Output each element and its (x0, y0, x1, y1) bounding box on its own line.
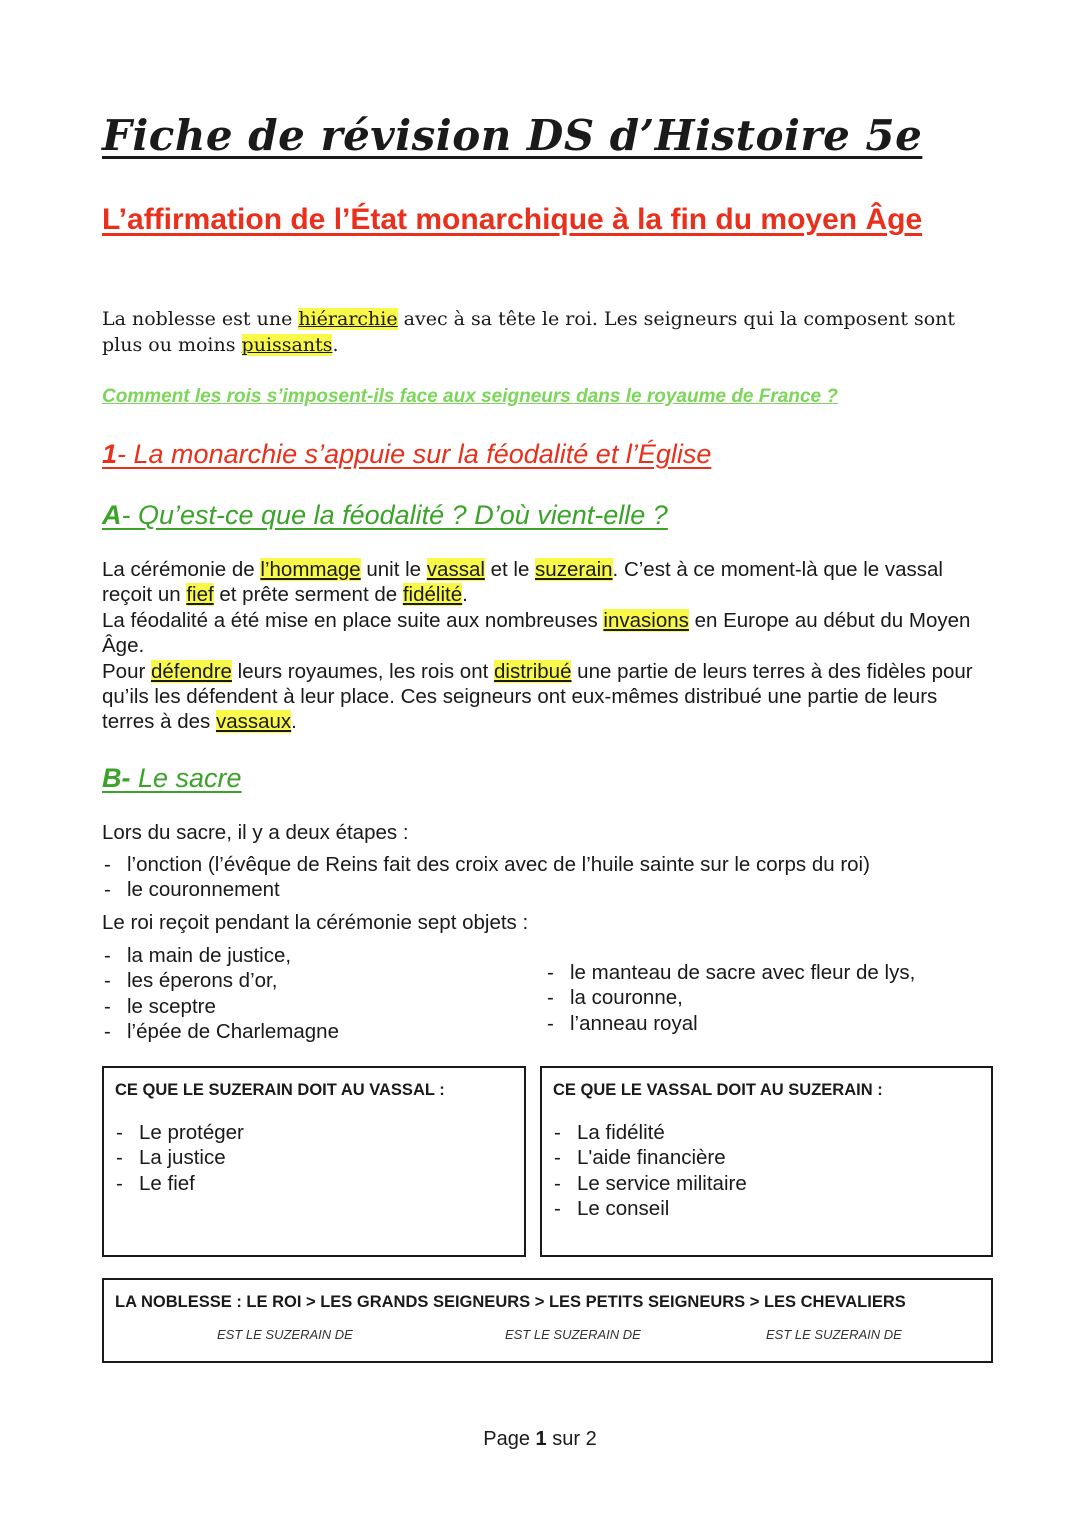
main-heading: L’affirmation de l’État monarchique à la fin du moyen Âge (102, 203, 923, 236)
list-item: - le manteau de sacre avec fleur de lys, (545, 960, 915, 985)
list-item: - La fidélité (552, 1120, 747, 1145)
box-title: CE QUE LE VASSAL DOIT AU SUZERAIN : (553, 1081, 883, 1099)
list-item: - la main de justice, (102, 943, 339, 968)
list-item: - La justice (114, 1145, 244, 1170)
section-1-heading: 1- La monarchie s’appuie sur la féodalité et l’Église (102, 439, 712, 469)
keyword-highlight: l’hommage (260, 558, 361, 581)
list-item: - le sceptre (102, 994, 339, 1019)
keyword-highlight: distribué (493, 659, 572, 683)
keyword-highlight: fidélité (402, 583, 463, 607)
intro-paragraph: La noblesse est une hiérarchie avec à sa tête le roi. Les seigneurs qui la composent sont plus ou moins puissants. (102, 308, 956, 356)
list-item: - la couronne, (545, 985, 915, 1010)
page-number: Page 1 sur 2 (483, 1428, 597, 1450)
list-item: - Le protéger (114, 1120, 244, 1145)
objects-list-right (545, 960, 915, 1036)
keyword-highlight: vassaux (215, 710, 292, 734)
suzerain-note: EST LE SUZERAIN DE (766, 1327, 902, 1342)
suzerain-note: EST LE SUZERAIN DE (217, 1327, 353, 1342)
list-item: - Le conseil (552, 1196, 747, 1221)
noblesse-hierarchy-box (102, 1278, 993, 1363)
list-item: - Le fief (114, 1171, 244, 1196)
section-b-heading: B- Le sacre (102, 763, 242, 793)
objects-list-left (102, 943, 339, 1045)
list-item: - l’épée de Charlemagne (102, 1019, 339, 1044)
vassal-duties-list (552, 1120, 747, 1222)
sacre-steps-list (102, 852, 870, 903)
keyword-highlight: puissants (241, 334, 333, 356)
list-item: - L'aide financière (552, 1145, 747, 1170)
feodalite-paragraph: La cérémonie de l’hommage unit le vassal et le suzerain. C’est à ce moment-là que le vassal reçoit un fief et prête serment de fidélité. La féodalité a été mise en place suite aux nombreuses invasions en Europe au début du Moyen Âge. Pour défendre leurs royaumes, les rois ont distribué une partie de leurs terres à des fidèles pour qu’ils les défendent à leur place. Ces seigneurs ont eux-mêmes distribué une partie de leurs terres à des vassaux. (102, 558, 973, 734)
sacre-intro: Lors du sacre, il y a deux étapes : (102, 821, 409, 844)
list-item: - le couronnement (102, 877, 870, 902)
objects-intro: Le roi reçoit pendant la cérémonie sept objets : (102, 911, 529, 934)
list-item: - l’onction (l’évêque de Reins fait des croix avec de l’huile sainte sur le corps du roi) (102, 852, 870, 877)
keyword-highlight: hiérarchie (298, 308, 398, 330)
keyword-highlight: invasions (603, 608, 689, 632)
suzerain-duties-list (114, 1120, 244, 1196)
suzerain-duties-box (102, 1066, 526, 1257)
problem-question: Comment les rois s’imposent-ils face aux seigneurs dans le royaume de France ? (102, 386, 838, 407)
keyword-highlight: défendre (151, 659, 232, 683)
section-a-heading: A- Qu’est-ce que la féodalité ? D’où vient-elle ? (102, 500, 668, 530)
vassal-duties-box (540, 1066, 993, 1257)
list-item: - Le service militaire (552, 1171, 747, 1196)
keyword-highlight: vassal (426, 558, 485, 581)
keyword-highlight: fief (186, 583, 214, 607)
list-item: - les éperons d’or, (102, 968, 339, 993)
noblesse-hierarchy-line: LA NOBLESSE : LE ROI > LES GRANDS SEIGNEURS > LES PETITS SEIGNEURS > LES CHEVALIERS (115, 1293, 906, 1311)
box-title: CE QUE LE SUZERAIN DOIT AU VASSAL : (115, 1081, 445, 1099)
keyword-highlight: suzerain (535, 558, 613, 581)
page-title: Fiche de révision DS d’Histoire 5e (102, 111, 923, 160)
list-item: - l’anneau royal (545, 1011, 915, 1036)
suzerain-note: EST LE SUZERAIN DE (505, 1327, 641, 1342)
